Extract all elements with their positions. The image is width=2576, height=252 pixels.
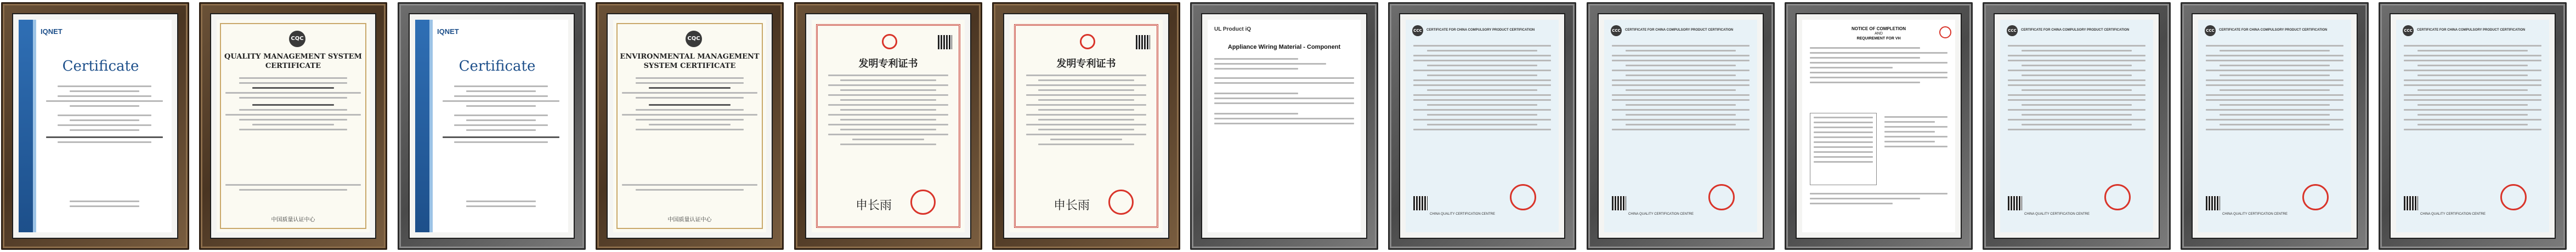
signature-block (46, 201, 163, 210)
document-body (1214, 58, 1354, 128)
certificate-title: CERTIFICATE FOR CHINA COMPULSORY PRODUCT CERTIFICATION (1426, 28, 1535, 32)
certificate-paper (2198, 20, 2351, 232)
cqc-logo: CQC (289, 31, 305, 47)
certificate-body (1413, 45, 1551, 134)
ccc-logo: CCC (2007, 25, 2018, 36)
red-seal (1708, 184, 1735, 210)
certificate-body (1612, 45, 1750, 134)
issuer-name: CHINA QUALITY CERTIFICATION CENTRE (1628, 213, 1694, 216)
certificate-title: CERTIFICATE FOR CHINA COMPULSORY PRODUCT CERTIFICATION (1625, 28, 1734, 32)
ccc-logo: CCC (1611, 25, 1622, 36)
ul-mark-icon (1939, 26, 1951, 38)
notice-footer (1810, 193, 1947, 208)
certificate-mat (410, 14, 574, 238)
certificate-title: ENVIRONMENTAL MANAGEMENT (620, 53, 760, 61)
certificate-mat (1400, 14, 1564, 238)
signature: 申长雨 (856, 199, 892, 213)
blue-ribbon (415, 20, 429, 232)
signature: 申长雨 (1054, 199, 1090, 213)
red-seal (910, 190, 936, 215)
certificate-title: CERTIFICATE FOR CHINA COMPULSORY PRODUCT CERTIFICATION (2021, 28, 2130, 32)
certificate-paper (1604, 20, 1757, 232)
certificate-body (2206, 45, 2343, 134)
certificate-body (828, 75, 948, 148)
certificate-paper (2000, 20, 2153, 232)
certificate-frame[interactable] (1190, 2, 1378, 250)
red-seal (1510, 184, 1536, 210)
certificate-title: Certificate (458, 58, 536, 75)
red-seal (2500, 184, 2527, 210)
qr-code (1612, 196, 1626, 210)
certificate-frame[interactable] (2181, 2, 2369, 250)
ccc-logo: CCC (2403, 25, 2414, 36)
notice-body (1810, 47, 1947, 87)
emblem-icon (882, 34, 897, 49)
qr-code (2206, 196, 2220, 210)
certificate-paper (217, 20, 370, 232)
certificate-mat (1599, 14, 1763, 238)
certificate-frame[interactable] (1587, 2, 1775, 250)
certificate-paper (415, 20, 568, 232)
details-right (1884, 116, 1947, 151)
certificate-paper (1010, 20, 1163, 232)
certificate-frame[interactable] (398, 2, 586, 250)
certificate-frame[interactable] (596, 2, 784, 250)
emblem-icon (1080, 34, 1095, 49)
notice-title: NOTICE OF COMPLETION (1851, 26, 1906, 31)
certificate-mat (13, 14, 177, 238)
certificate-paper (613, 20, 766, 232)
certificate-paper (812, 20, 965, 232)
issuer-name: CHINA QUALITY CERTIFICATION CENTRE (2024, 213, 2090, 216)
issuer-name: CHINA QUALITY CERTIFICATION CENTRE (2420, 213, 2486, 216)
certificate-subtitle: CERTIFICATE (265, 62, 321, 70)
certificate-body (2008, 45, 2145, 134)
qr-code (2404, 196, 2418, 210)
certificate-mat (608, 14, 772, 238)
issuer-name: CHINA QUALITY CERTIFICATION CENTRE (1430, 213, 1496, 216)
issuer-name: 中国质量认证中心 (667, 217, 712, 223)
certificate-mat (806, 14, 970, 238)
certificate-paper (19, 20, 172, 232)
certificate-frame[interactable] (1388, 2, 1576, 250)
certificate-frame[interactable] (1, 2, 189, 250)
certificate-mat (211, 14, 375, 238)
certificate-mat (1004, 14, 1168, 238)
cqc-logo: CQC (686, 31, 702, 47)
red-seal (2302, 184, 2329, 210)
certificate-frame[interactable] (1785, 2, 1973, 250)
certificate-title: 发明专利证书 (858, 58, 918, 70)
certificate-paper (2396, 20, 2549, 232)
certificate-frame[interactable] (794, 2, 982, 250)
certificate-title: Appliance Wiring Material - Component (1227, 44, 1341, 50)
certificate-body (46, 85, 163, 146)
iqnet-logo: IQNET (437, 27, 459, 36)
signature-block (225, 184, 361, 194)
certificate-title: CERTIFICATE FOR CHINA COMPULSORY PRODUCT CERTIFICATION (2219, 28, 2328, 32)
certificate-frame[interactable] (992, 2, 1180, 250)
certificate-mat (1797, 14, 1961, 238)
signature-block (622, 184, 757, 194)
ribbon-stripe (429, 20, 433, 232)
red-seal (2104, 184, 2131, 210)
qr-code (1136, 35, 1150, 49)
qr-code (1413, 196, 1428, 210)
red-seal (1108, 190, 1134, 215)
certificate-body (622, 77, 757, 134)
ccc-logo: CCC (1412, 25, 1423, 36)
qr-code (938, 35, 952, 49)
signature-block (443, 201, 559, 210)
notice-subtitle: AND (1875, 32, 1883, 36)
certificate-paper (1406, 20, 1559, 232)
ccc-logo: CCC (2205, 25, 2216, 36)
certificate-title: QUALITY MANAGEMENT SYSTEM (224, 53, 362, 61)
details-table (1810, 113, 1877, 185)
qr-code (2008, 196, 2022, 210)
certificate-subtitle: SYSTEM CERTIFICATE (643, 62, 736, 70)
ribbon-stripe (33, 20, 36, 232)
issuer-name: 中国质量认证中心 (271, 217, 315, 223)
certificate-title: CERTIFICATE FOR CHINA COMPULSORY PRODUCT CERTIFICATION (2417, 28, 2526, 32)
certificate-frame[interactable] (1983, 2, 2171, 250)
certificate-paper (1802, 20, 1955, 232)
certificate-title: Certificate (62, 58, 139, 75)
certificate-body (225, 77, 361, 134)
certificate-title: 发明专利证书 (1056, 58, 1116, 70)
blue-ribbon (19, 20, 33, 232)
certificate-mat (1995, 14, 2159, 238)
iqnet-logo: IQNET (41, 27, 63, 36)
certificate-frame[interactable] (199, 2, 387, 250)
notice-subtitle-2: REQUIREMENT FOR VH (1856, 37, 1901, 41)
certificate-mat (2391, 14, 2555, 238)
certificate-body (443, 85, 559, 146)
certificate-frame[interactable] (2379, 2, 2567, 250)
certificate-body (2404, 45, 2541, 134)
certificate-body (1026, 75, 1146, 148)
certificate-mat (1202, 14, 1366, 238)
certificate-paper (1208, 20, 1361, 232)
certificate-mat (2193, 14, 2357, 238)
ul-product-iq-logo: UL Product iQ (1214, 26, 1252, 32)
issuer-name: CHINA QUALITY CERTIFICATION CENTRE (2222, 213, 2288, 216)
